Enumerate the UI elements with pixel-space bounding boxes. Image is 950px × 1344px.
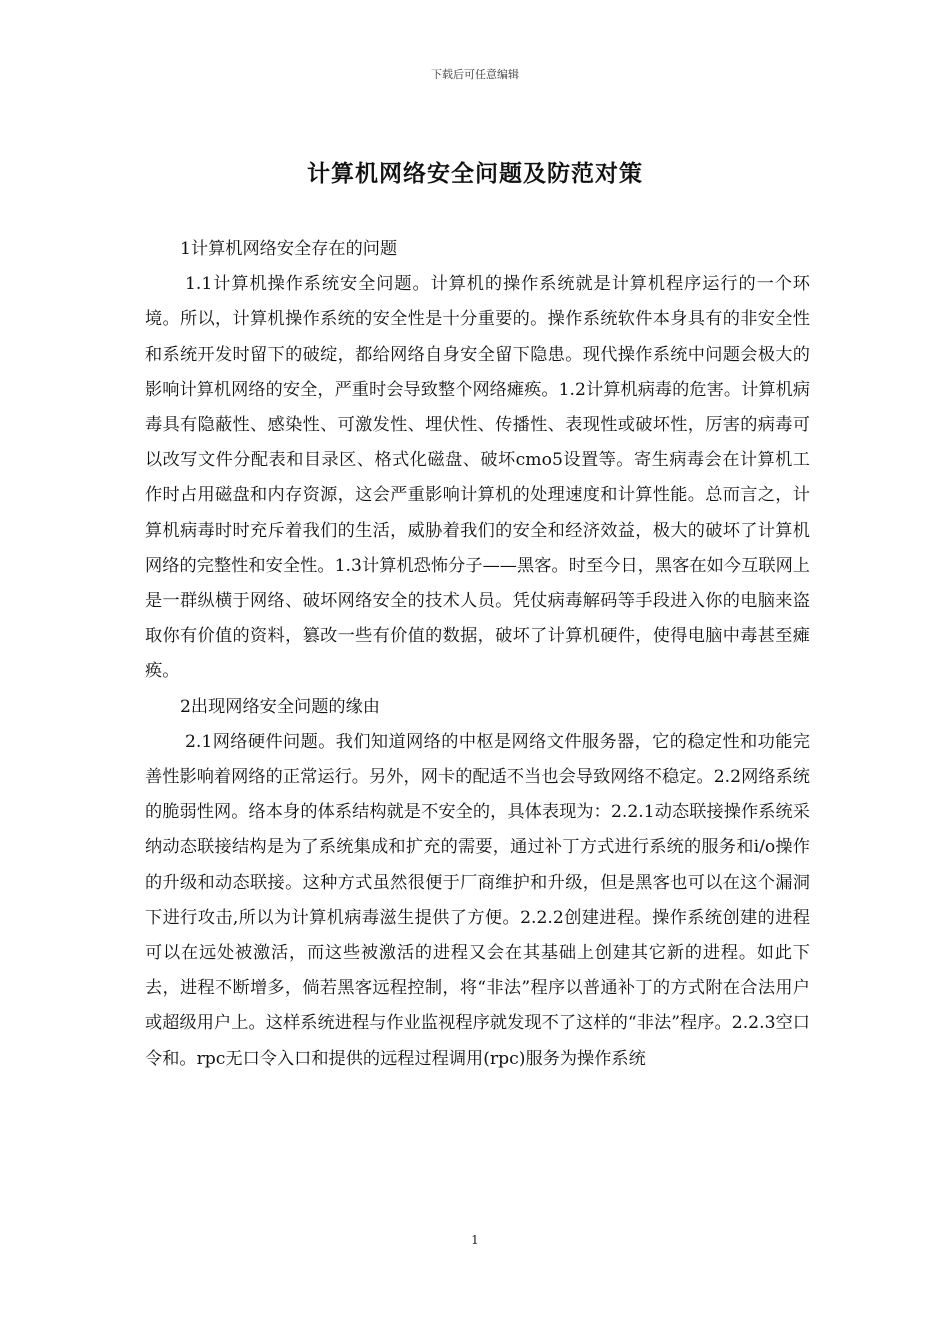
document-title: 计算机网络安全问题及防范对策 — [307, 160, 643, 187]
section-1-heading: 1计算机网络安全存在的问题 — [180, 239, 398, 259]
document-body — [145, 232, 810, 1077]
section-1-paragraph: 1.1计算机操作系统安全问题。计算机的操作系统就是计算机程序运行的一个环境。所以，计算机操作系统的安全性是十分重要的。操作系统软件本身具有的非安全性和系统开发时留下的破绽，都给网络自身安全留下隐患。现代操作系统中问题会极大的影响计算机网络的安全，严重时会导致整个网络瘫痪。1.2计算机病毒的危害。计算机病毒具有隐蔽性、感染性、可激发性、埋伏性、传播性、表现性或破坏性，厉害的病毒可以改写文件分配表和目录区、格式化磁盘、破坏cmo5设置等。寄生病毒会在计算机工作时占用磁盘和内存资源，这会严重影响计算机的处理速度和计算性能。总而言之，计算机病毒时时充斥着我们的生活，威胁着我们的安全和经济效益，极大的破坏了计算机网络的完整性和安全性。1.3计算机恐怖分子——黑客。时至今日，黑客在如今互联网上是一群纵横于网络、破坏网络安全的技术人员。凭仗病毒解码等手段进入你的电脑来盗取你有价值的资料，篡改一些有价值的数据，破坏了计算机硬件，使得电脑中毒甚至瘫痪。 — [145, 274, 810, 682]
section-2-paragraph: 2.1网络硬件问题。我们知道网络的中枢是网络文件服务器，它的稳定性和功能完善性影响着网络的正常运行。另外，网卡的配适不当也会导致网络不稳定。2.2网络系统的脆弱性网。络本身的体系结构就是不安全的，具体表现为：2.2.1动态联接操作系统采纳动态联接结构是为了系统集成和扩充的需要，通过补丁方式进行系统的服务和i/o操作的升级和动态联接。这种方式虽然很便于厂商维护和升级，但是黑客也可以在这个漏洞下进行攻击,所以为计算机病毒滋生提供了方便。2.2.2创建进程。操作系统创建的进程可以在远处被激活，而这些被激活的进程又会在其基础上创建其它新的进程。如此下去，进程不断增多，倘若黑客远程控制，将“非法”程序以普通补丁的方式附在合法用户或超级用户上。这样系统进程与作业监视程序就发现不了这样的“非法”程序。2.2.3空口令和。rpc无口令入口和提供的远程过程调用(rpc)服务为操作系统 — [145, 731, 810, 1069]
page-number: 1 — [471, 1233, 479, 1247]
header-note: 下载后可任意编辑 — [431, 68, 519, 81]
section-2-heading: 2出现网络安全问题的缘由 — [180, 696, 380, 717]
